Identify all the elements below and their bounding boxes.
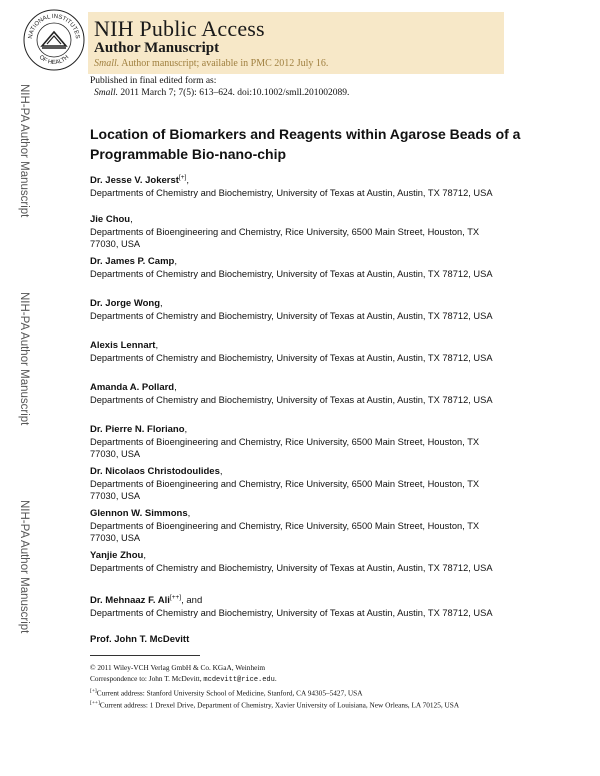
nih-public-access-title: NIH Public Access — [94, 16, 265, 41]
author-name — [90, 507, 510, 520]
author-name — [90, 591, 510, 607]
author-entry — [90, 339, 510, 381]
author-name-tail: , — [219, 466, 223, 477]
author-name — [90, 381, 510, 394]
author-affiliation: Departments of Bioengineering and Chemistry, Rice University, 6500 Main Street, Houston, TX 77030, USA — [90, 227, 480, 249]
author-name-text: Amanda A. Pollard — [90, 382, 175, 393]
author-affiliation: Departments of Bioengineering and Chemistry, Rice University, 6500 Main Street, Houston, TX 77030, USA — [90, 437, 480, 459]
footnote-1-mark: [+] — [90, 688, 97, 694]
author-entry — [90, 549, 510, 591]
paper-title: Location of Biomarkers and Reagents within Agarose Beads of a Programmable Bio-nano-chip — [90, 126, 521, 162]
author-name — [90, 297, 510, 310]
correspondence-line — [90, 673, 560, 686]
author-name-text: Dr. Pierre N. Floriano — [90, 424, 185, 435]
author-name-text: Glennon W. Simmons — [90, 508, 188, 519]
author-affiliation: Departments of Chemistry and Biochemistry, University of Texas at Austin, Austin, TX 78712, USA — [90, 353, 493, 363]
author-name-tail: , — [143, 550, 146, 561]
author-name-text: Dr. Nicolaos Christodoulides — [90, 466, 220, 477]
author-name-tail: , — [174, 256, 177, 267]
side-label-3: NIH-PA Author Manuscript — [18, 500, 30, 634]
author-entry — [90, 297, 510, 339]
author-name — [90, 213, 510, 226]
author-affil-mark: [+] — [178, 174, 187, 181]
author-name-text: Alexis Lennart — [90, 340, 156, 351]
author-affiliation: Departments of Chemistry and Biochemistry, University of Texas at Austin, Austin, TX 78712, USA — [90, 608, 493, 619]
author-name-tail: , — [187, 508, 191, 519]
author-affiliation: Departments of Bioengineering and Chemistry, Rice University, 6500 Main Street, Houston, TX 77030, USA — [90, 521, 480, 543]
citation-journal: Small. — [94, 88, 119, 98]
side-label-1: NIH-PA Author Manuscript — [18, 84, 30, 218]
author-name-tail: , — [184, 424, 188, 435]
author-name-text: Dr. Mehnaaz F. Ali — [90, 595, 170, 607]
author-name-text: Dr. Jesse V. Jokerst — [90, 175, 179, 187]
author-entry — [90, 255, 510, 297]
correspondence-email[interactable]: mcdevitt@rice.edu — [203, 676, 275, 684]
nih-logo-icon — [22, 8, 86, 72]
author-list — [90, 171, 510, 653]
copyright-line: © 2011 Wiley-VCH Verlag GmbH & Co. KGaA, Weinheim — [90, 663, 266, 672]
citation-details: 2011 March 7; 7(5): 613–624. doi:10.1002/smll.201002089. — [118, 88, 350, 98]
author-name-tail: , — [155, 340, 159, 351]
author-name — [90, 465, 510, 478]
author-affiliation: Departments of Bioengineering and Chemistry, Rice University, 6500 Main Street, Houston, TX 77030, USA — [90, 479, 480, 501]
pmc-availability-text: Author manuscript; available in PMC 2012 July 16. — [119, 58, 329, 69]
author-name-text: Jie Chou — [90, 214, 131, 225]
author-name — [90, 549, 510, 562]
author-entry — [90, 423, 510, 465]
author-affiliation: Departments of Chemistry and Biochemistry, University of Texas at Austin, Austin, TX 78712, USA — [90, 188, 493, 199]
footnote-2-text: Current address: 1 Drexel Drive, Department of Chemistry, Xavier University of Louisiana, New Orleans, LA 70125, USA — [99, 700, 460, 710]
author-entry — [90, 507, 510, 549]
footnotes — [90, 662, 560, 711]
author-affiliation: Departments of Chemistry and Biochemistry, University of Texas at Austin, Austin, TX 78712, USA — [90, 395, 493, 405]
logo-text-bottom: OF HEALTH — [37, 54, 71, 67]
author-name-tail: , — [160, 298, 163, 309]
footnote-1-text: Current address: Stanford University School of Medicine, Stanford, CA 94305–5427, USA — [96, 688, 363, 698]
correspondence-prefix: Correspondence to: John T. McDevitt, — [90, 674, 204, 683]
author-affiliation: Departments of Chemistry and Biochemistry, University of Texas at Austin, Austin, TX 78712, USA — [90, 563, 493, 573]
author-name — [90, 339, 510, 352]
author-entry — [90, 633, 510, 653]
citation — [94, 88, 349, 98]
footnote-divider — [90, 655, 200, 656]
logo-text-top: NATIONAL INSTITUTES — [27, 13, 81, 40]
author-affiliation: Departments of Chemistry and Biochemistry, University of Texas at Austin, Austin, TX 78712, USA — [90, 269, 493, 279]
author-manuscript-label: Author Manuscript — [94, 40, 220, 56]
author-affil-mark: [++] — [169, 594, 182, 601]
footnote-2 — [90, 698, 560, 710]
author-name — [90, 633, 510, 646]
author-entry — [90, 171, 510, 213]
author-entry — [90, 465, 510, 507]
author-name-text: Dr. James P. Camp — [90, 256, 175, 267]
author-affiliation: Departments of Chemistry and Biochemistry, University of Texas at Austin, Austin, TX 78712, USA — [90, 311, 493, 321]
author-name — [90, 423, 510, 436]
pmc-journal: Small. — [94, 58, 120, 69]
author-name — [90, 171, 510, 187]
published-note: Published in final edited form as: — [90, 76, 217, 86]
author-name-text: Yanjie Zhou — [90, 550, 144, 561]
author-entry — [90, 591, 510, 633]
author-name-tail: , — [174, 382, 177, 393]
author-entry — [90, 381, 510, 423]
author-name-tail: , and — [181, 595, 203, 607]
author-name-tail: , — [130, 214, 133, 225]
pmc-availability — [94, 58, 328, 69]
author-name-text: Dr. Jorge Wong — [90, 298, 161, 309]
author-name-tail: , — [186, 175, 189, 187]
author-name — [90, 255, 510, 268]
side-label-2: NIH-PA Author Manuscript — [18, 292, 30, 426]
author-entry — [90, 213, 510, 255]
author-name-text: Prof. John T. McDevitt — [90, 634, 190, 645]
correspondence-suffix: . — [274, 674, 277, 683]
footnote-2-mark: [++] — [90, 700, 100, 707]
footnote-1 — [90, 686, 560, 698]
